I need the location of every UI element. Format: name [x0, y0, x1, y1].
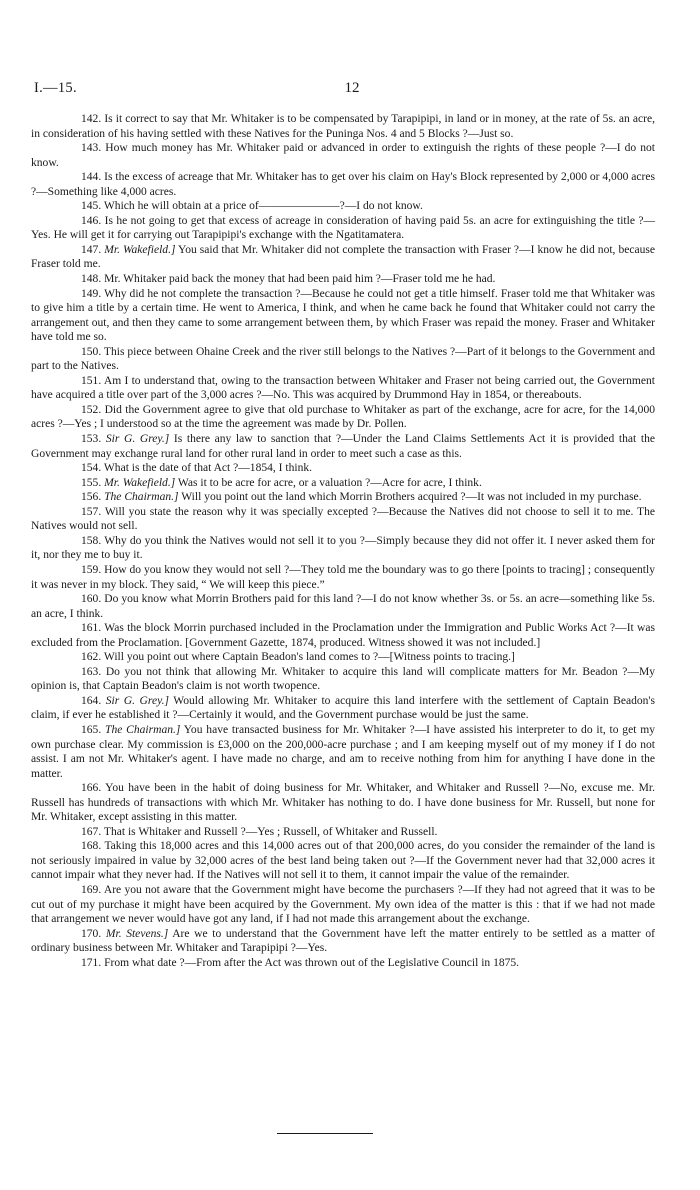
question-answer-text: Was it to be acre for acre, or a valuation ?—Acre for acre, I think.	[175, 476, 482, 489]
question-paragraph	[31, 839, 655, 883]
question-answer-text: Do you know what Morrin Brothers paid for this land ?—I do not know whether 3s. or 5s. an acre—something like 5s. an acre, I think.	[31, 593, 656, 620]
question-answer-text: Taking this 18,000 acres and this 14,000 acres out of that 200,000 acres, do you consider the remainder of the land is not seriously impaired in value by 32,000 acres of the best land being taken out ?—If the Government never had that 32,000 acres it cannot impair what they never had. If the Natives will not sell it to them, it cannot impair the value of the remainder.	[31, 840, 656, 882]
question-paragraph	[31, 374, 655, 403]
document-reference: I.—15.	[34, 80, 77, 96]
questioner-name: The Chairman.]	[105, 723, 181, 736]
questioner-name: Mr. Stevens.]	[105, 927, 169, 940]
question-number: 153.	[81, 433, 102, 446]
question-answer-text: Is there any law to sanction that ?—Under the Land Claims Settlements Act it is provided that the Government may exchange rural land for other rural land in order to meet such a case as this.	[31, 433, 655, 460]
question-answer-text: Will you state the reason why it was specially excepted ?—Because the Natives did not choose to sell it to me. The Natives would not sell.	[31, 505, 655, 533]
question-paragraph	[31, 403, 655, 432]
question-answer-text: Will you point out where Captain Beadon's land comes to ?—[Witness points to tracing.]	[103, 651, 515, 664]
question-paragraph	[31, 272, 655, 287]
question-answer-text: Will you point out the land which Morrin Brothers acquired ?—It was not included in my purchase.	[178, 491, 642, 504]
question-number: 166.	[81, 782, 102, 795]
question-paragraph	[31, 476, 655, 491]
question-answer-text: Mr. Whitaker paid back the money that had been paid him ?—Fraser told me he had.	[104, 273, 496, 286]
question-paragraph	[31, 199, 655, 214]
question-number: 142.	[81, 113, 102, 125]
question-number: 148.	[81, 273, 102, 286]
question-answer-text: Was the block Morrin purchased included in the Proclamation under the Immigration and Public Works Act ?—It was excluded from the Proclamation. [Government Gazette, 1874, produced. Witness showed it was not included.]	[31, 622, 655, 649]
question-answer-text: Am I to understand that, owing to the transaction between Whitaker and Fraser not being carried out, the Government have acquired a title over part of the 3,000 acres ?—No. This was acquired by Drummond Hay in 1854, or thereabouts.	[31, 374, 655, 402]
question-number: 168.	[81, 840, 102, 853]
question-number: 171.	[81, 956, 102, 969]
question-number: 147.	[81, 243, 102, 256]
question-number: 154.	[81, 462, 102, 475]
question-answer-text: How do you know they would not sell ?—They told me the boundary was to go there [points to tracing] ; consequently it was never in my block. They said, “ We will keep this piece.”	[31, 563, 655, 591]
question-number: 169.	[81, 883, 102, 896]
page-header	[34, 80, 670, 102]
question-paragraph	[31, 665, 655, 694]
question-paragraph	[31, 956, 655, 971]
question-paragraph	[31, 345, 655, 374]
question-paragraph	[31, 694, 655, 723]
question-answer-text: You have transacted business for Mr. Whitaker ?—I have assisted his interpreter to do it, to get my own purchase clear. My commission is £3,000 on the 200,000-acre purchase ; and I am keeping myself out of my money if I do not assist. I am not Mr. Whitaker's agent. I have made no charge, and am to receive nothing from him for anything I have done in the matter.	[31, 723, 655, 780]
question-number: 146.	[81, 214, 102, 227]
questioner-name: Sir G. Grey.]	[105, 694, 169, 707]
question-paragraph	[31, 170, 655, 199]
questioner-name: Sir G. Grey.]	[105, 433, 170, 446]
question-paragraph	[31, 927, 655, 956]
question-number: 167.	[81, 825, 102, 838]
question-number: 150.	[81, 345, 102, 358]
question-paragraph	[31, 243, 655, 272]
question-answer-text: You have been in the habit of doing business for Mr. Whitaker, and Whitaker and Russell ?—No, excuse me. Mr. Russell has hundreds of transactions with which Mr. Whitaker has nothing to do. I have done business for Mr. Russell, but none for Mr. Whitaker, except assisting in this matter.	[31, 782, 655, 824]
question-answer-text: Do you not think that allowing Mr. Whitaker to acquire this land will complicate matters for Mr. Beadon ?—My opinion is, that Captain Beadon's claim is not worth twopence.	[31, 665, 656, 693]
question-number: 149.	[81, 287, 102, 300]
question-number: 143.	[81, 142, 102, 155]
question-answer-text: Is he not going to get that excess of acreage in consideration of having paid 5s. an acre for extinguishing the title ?—Yes. He will get it for carrying out Tarapipipi's exchange with the Ngatitamatera.	[31, 214, 656, 242]
question-number: 165.	[81, 723, 102, 736]
question-paragraph	[31, 563, 655, 592]
question-number: 162.	[81, 651, 102, 664]
question-paragraph	[31, 883, 655, 927]
question-number: 152.	[81, 403, 102, 416]
question-answer-text: How much money has Mr. Whitaker paid or advanced in order to extinguish the rights of these people ?—I do not know.	[31, 142, 655, 169]
question-number: 163.	[81, 665, 102, 678]
question-paragraph	[31, 825, 655, 840]
question-paragraph	[31, 650, 655, 665]
question-paragraph	[31, 141, 655, 170]
question-answer-text: That is Whitaker and Russell ?—Yes ; Russell, of Whitaker and Russell.	[103, 825, 438, 838]
question-number: 151.	[81, 374, 102, 387]
question-answer-text: Is it correct to say that Mr. Whitaker is to be compensated by Tarapipipi, in land or in money, at the rate of 5s. an acre, in consideration of his having settled with these Natives for the Puninga Nos. 4 and 5 Blocks ?—Just so.	[31, 113, 656, 140]
questioner-name: The Chairman.]	[104, 491, 179, 504]
question-answer-text: Is the excess of acreage that Mr. Whitaker has to get over his claim on Hay's Block represented by 2,000 or 4,000 acres ?—Something like 4,000 acres.	[31, 171, 655, 198]
question-paragraph	[31, 505, 655, 534]
question-number: 160.	[81, 593, 102, 606]
question-number: 161.	[81, 622, 102, 635]
question-paragraph	[31, 534, 655, 563]
questioner-name: Mr. Wakefield.]	[104, 243, 176, 256]
question-paragraph	[31, 592, 655, 621]
question-number: 170.	[81, 927, 102, 940]
question-number: 155.	[81, 476, 102, 489]
evidence-text	[31, 112, 655, 970]
question-answer-text: This piece between Ohaine Creek and the river still belongs to the Natives ?—Part of it belongs to the Government and part to the Natives.	[31, 345, 656, 373]
question-paragraph	[31, 432, 655, 461]
question-number: 158.	[81, 534, 102, 547]
question-answer-text: You said that Mr. Whitaker did not complete the transaction with Fraser ?—I know he did not, because Fraser told me.	[31, 243, 655, 271]
question-paragraph	[31, 214, 655, 243]
question-answer-text: What is the date of that Act ?—1854, I think.	[103, 462, 313, 475]
question-paragraph	[31, 621, 655, 650]
question-paragraph	[31, 723, 655, 781]
question-number: 156.	[81, 491, 102, 504]
question-answer-text: Why do you think the Natives would not sell it to you ?—Simply because they did not offer it. I never asked them for it, nor they me to buy it.	[31, 534, 655, 562]
question-paragraph	[31, 287, 655, 345]
question-answer-text: Are you not aware that the Government might have become the purchasers ?—If they had not agreed that it was to be cut out of my purchase it might have been acquired by the Government. My own idea of the matter is this : that if we had not made that arrangement we never would have got any land, if I had not made this arrangement about the exchange.	[31, 883, 656, 926]
closing-rule	[277, 1133, 373, 1134]
page-number: 12	[344, 80, 360, 96]
question-answer-text: Would allowing Mr. Whitaker to acquire this land interfere with the settlement of Captain Beadon's claim, if ever he established it ?—Certainly it would, and the Government purchase would be just the same.	[31, 694, 655, 722]
question-answer-text: Why did he not complete the transaction ?—Because he could not get a title himself. Fraser told me that Whitaker was to give him a title by a certain time. He went to America, I think, and when he came back he found that Whitaker could not carry the arrangement out, and then they came to some arrangement between them, by which Fraser was repaid the money. Fraser and Whitaker have told me so.	[31, 287, 655, 344]
question-paragraph	[31, 112, 655, 141]
question-number: 159.	[81, 563, 102, 576]
question-paragraph	[31, 490, 655, 505]
question-number: 144.	[81, 171, 102, 184]
questioner-name: Mr. Wakefield.]	[104, 476, 176, 489]
question-answer-text: Which he will obtain at a price of———————?—I do not know.	[103, 200, 423, 213]
question-number: 145.	[81, 200, 102, 213]
question-paragraph	[31, 461, 655, 476]
question-answer-text: From what date ?—From after the Act was thrown out of the Legislative Council in 1875.	[104, 956, 520, 969]
question-answer-text: Did the Government agree to give that old purchase to Whitaker as part of the exchange, acre for acre, for the 14,000 acres ?—Yes ; I understood so at the time the agreement was made by Dr. Pollen.	[31, 403, 655, 431]
question-number: 164.	[81, 694, 102, 707]
question-number: 157.	[81, 505, 102, 518]
question-paragraph	[31, 781, 655, 825]
question-answer-text: Are we to understand that the Government have left the matter entirely to be settled as a matter of ordinary business between Mr. Whitaker and Tarapipipi ?—Yes.	[31, 927, 655, 955]
